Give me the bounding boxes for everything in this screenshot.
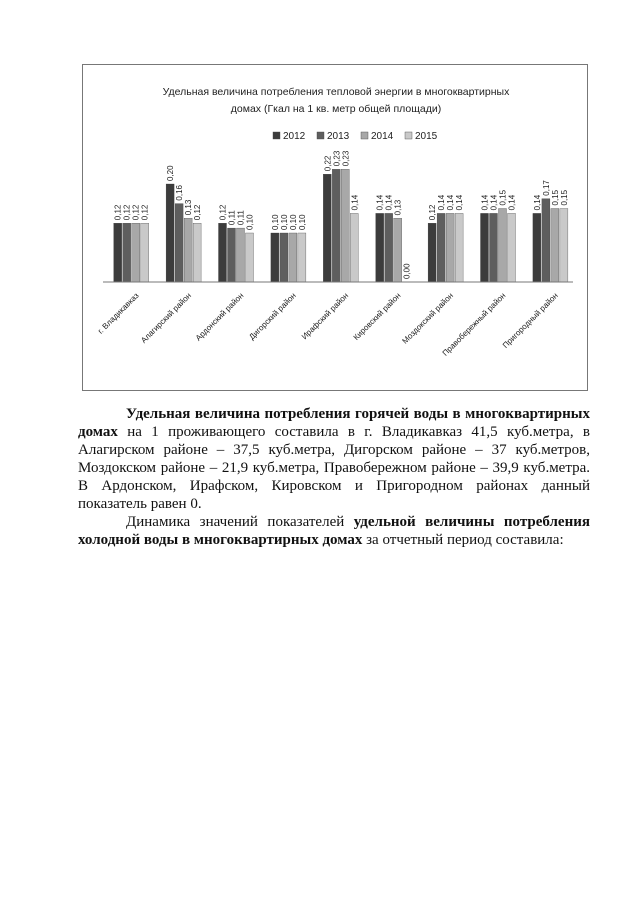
bar-value-label: 0,12 — [428, 204, 438, 221]
bar-value-label: 0,10 — [279, 214, 289, 230]
chart-title-line-1: Удельная величина потребления тепловой энергии в многоквартирных — [162, 86, 510, 98]
bar-value-label: 0,13 — [184, 199, 194, 216]
bar-value-label: 0,00 — [402, 263, 412, 279]
bar-value-label: 0,23 — [332, 150, 342, 167]
cold-water-text: за отчетный период составила: — [362, 532, 564, 548]
bar — [437, 213, 445, 282]
legend-swatch — [273, 132, 280, 139]
bar-value-label: 0,10 — [288, 214, 298, 230]
bar-value-label: 0,10 — [245, 214, 255, 230]
bar — [228, 228, 236, 282]
bar-value-label: 0,11 — [236, 210, 246, 226]
category-label: Ардонский район — [193, 291, 246, 343]
bar-value-label: 0,15 — [559, 189, 569, 206]
category-label: Дигорский район — [247, 291, 298, 342]
category-label: г. Владикавказ — [96, 291, 141, 336]
legend-swatch — [361, 132, 368, 139]
bar-value-label: 0,15 — [550, 189, 560, 206]
bar — [141, 223, 149, 282]
bar — [193, 223, 201, 282]
bar-value-label: 0,14 — [375, 194, 385, 211]
legend-label: 2012 — [283, 131, 306, 142]
bar-value-label: 0,14 — [455, 194, 465, 211]
bar — [175, 204, 183, 282]
legend-label: 2015 — [415, 131, 438, 142]
legend-label: 2014 — [371, 131, 394, 142]
category-label: Моздокский район — [400, 291, 456, 346]
chart-title-line-2: домах (Гкал на 1 кв. метр общей площади) — [230, 103, 442, 115]
bar — [246, 233, 254, 282]
legend-swatch — [405, 132, 412, 139]
body-paragraph-hot-water — [78, 405, 590, 513]
bar-value-label: 0,12 — [131, 204, 141, 221]
bar-value-label: 0,12 — [140, 204, 150, 221]
bar — [132, 223, 140, 282]
chart-category-labels — [96, 291, 560, 358]
bar — [280, 233, 288, 282]
bar-value-label: 0,10 — [270, 214, 280, 230]
cold-water-bold: удельной величины потребления холодной воды в многоквартирных домах — [78, 514, 590, 548]
legend-swatch — [317, 132, 324, 139]
bar — [508, 213, 516, 282]
category-label: Алагирский район — [139, 291, 194, 345]
bar — [341, 169, 349, 282]
bar — [376, 213, 384, 282]
hot-water-text: на 1 проживающего составила в г. Владикавказ 41,5 куб.метра, в Алагирском районе – 37,5 куб.метра, Дигорском районе – 37 куб.метров, Моздокском районе – 21,9 куб.метра, Правобережном районе – 39,9 куб.метра. В Ардонском, Ирафском, Кировском и Пригородном районах данный показатель равен 0. — [78, 424, 590, 512]
bar-value-label: 0,14 — [437, 194, 447, 211]
bar — [490, 213, 498, 282]
bar — [332, 169, 340, 282]
bar — [323, 174, 331, 282]
chart-frame — [82, 64, 588, 391]
bar-value-label: 0,12 — [113, 204, 123, 221]
bar — [385, 213, 393, 282]
bar-value-label: 0,15 — [498, 189, 508, 206]
bar — [298, 233, 306, 282]
legend-label: 2013 — [327, 131, 350, 142]
bar-value-label: 0,14 — [489, 194, 499, 211]
bar — [551, 209, 559, 283]
bar-value-label: 0,20 — [166, 165, 176, 181]
category-label: Правобережный район — [440, 291, 508, 358]
bar — [271, 233, 279, 282]
bar-value-label: 0,14 — [480, 194, 490, 211]
bar — [166, 184, 174, 282]
bar — [219, 223, 227, 282]
bar-value-label: 0,12 — [193, 204, 203, 221]
bar-value-label: 0,14 — [446, 194, 456, 211]
hot-water-heading: Удельная величина потребления горячей воды в многоквартирных домах — [78, 406, 590, 440]
bar-value-label: 0,12 — [122, 204, 132, 221]
bar-value-label: 0,16 — [175, 185, 185, 201]
bar-value-label: 0,14 — [350, 194, 360, 211]
bar-value-label: 0,22 — [323, 155, 333, 172]
bar — [455, 213, 463, 282]
bar — [428, 223, 436, 282]
bar — [114, 223, 122, 282]
bar-value-label: 0,12 — [218, 204, 228, 221]
bar — [289, 233, 297, 282]
chart-legend — [273, 131, 438, 142]
bar — [394, 218, 402, 282]
bar — [533, 213, 541, 282]
bar-value-label: 0,10 — [297, 214, 307, 230]
bar-value-label: 0,14 — [532, 194, 542, 211]
bar — [481, 213, 489, 282]
cold-water-lead: Динамика значений показателей — [126, 514, 354, 530]
bar — [560, 209, 568, 283]
bar-chart — [83, 65, 589, 392]
bar-value-label: 0,11 — [227, 210, 237, 226]
bar — [446, 213, 454, 282]
category-label: Кировский район — [351, 291, 403, 343]
bar — [350, 213, 358, 282]
bar-value-label: 0,17 — [541, 180, 551, 196]
bar — [237, 228, 245, 282]
category-label: Пригородный район — [500, 291, 560, 350]
bar-value-label: 0,13 — [393, 199, 403, 216]
body-paragraph-cold-water — [78, 513, 590, 549]
bar — [499, 209, 507, 283]
bar — [542, 199, 550, 282]
bar — [184, 218, 192, 282]
bar-value-label: 0,14 — [507, 194, 517, 211]
bar — [123, 223, 131, 282]
bar-value-label: 0,14 — [384, 194, 394, 211]
category-label: Ирафский район — [299, 291, 351, 342]
bar-value-label: 0,23 — [341, 150, 351, 167]
